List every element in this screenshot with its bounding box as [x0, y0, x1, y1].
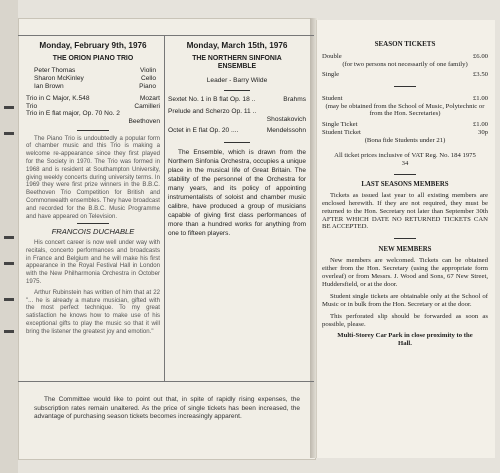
soloist-career: His concert career is now well under way with recitals, concerto performances and broadcasts in France and Belgium and he will make his first appearance in the Royal Festival Hall in London with the New Philharmonia Orchestra in October 1975.	[26, 238, 160, 285]
programme-row: Sextet No. 1 in B flat Op. 18 .. Brahms	[168, 96, 306, 104]
player-row: Sharon McKinley Cello	[34, 75, 156, 82]
player-row: Ian Brown Piano	[34, 82, 156, 90]
new-members-heading: NEW MEMBERS	[378, 246, 432, 254]
concert-february	[26, 41, 160, 335]
vat-note: All ticket prices inclusive of VAT Reg. No. 184 1975 34	[334, 152, 476, 167]
section-rule	[77, 130, 109, 131]
binding-mark	[4, 106, 14, 109]
section-rule	[394, 238, 416, 239]
section-rule	[224, 90, 250, 91]
price-row: Single £3.50	[322, 70, 488, 78]
player-row: Peter Thomas Violin	[34, 67, 156, 75]
bottom-divider	[18, 381, 314, 382]
season-tickets-heading: SEASON TICKETS	[374, 40, 436, 48]
section-rule	[394, 174, 416, 175]
committee-note: The Committee would like to point out that, in spite of rapidly rising expenses, the subscription rates remain unaltered. As the price of single tickets has been increased, the advantage of purchasing season tickets becomes increasingly apparent.	[34, 396, 300, 421]
double-note: (for two persons not necessarily of one family)	[342, 60, 468, 68]
concert-date: Monday, March 15th, 1976	[186, 41, 288, 50]
concert-march	[168, 41, 306, 238]
ensemble-title: THE NORTHERN SINFONIA ENSEMBLE	[192, 55, 282, 71]
section-rule	[77, 223, 109, 224]
price-row: Student Ticket 30p	[322, 129, 488, 137]
binding-mark	[4, 132, 14, 135]
last-season-text: Tickets as issued last year to all existing members are enclosed herewith. If they are not required, they must be returned to the Hon. Secretary not later than September 30th AFTER WHICH DATE NO RETURNED TICKETS CAN BE ACCEPTED.	[322, 191, 488, 231]
trio-description: The Piano Trio is undoubtedly a popular form of chamber music and this Trio is making a welcome re-appearance since they first played for the Society in 1970. The Trio was formed in 1968 and is resident at Southampton University, giving weekly concerts during university terms. In 1969 they were first prize winners in the B.B.C. Beethoven Trio Competition for British and Commonwealth ensembles. They have broadcast and recorded for the B.B.C. Music Programme and have appeared on Television.	[26, 134, 160, 220]
price-row: Student £1.00	[322, 94, 488, 102]
rubinstein-quote: Arthur Rubinstein has written of him that at 22 "... he is already a mature musician, gifted with the most perfect technique. To my great satisfaction he knows how to make use of his exceptional gifts to play the music so that it will bring the listener the greatest joy and emotion."	[26, 288, 160, 335]
binding-mark	[4, 236, 14, 239]
car-park-note: Multi-Storey Car Park in close proximity to the Hall.	[337, 332, 473, 348]
perforated-slip-text: This perforated slip should be forwarded as soon as possible, please.	[322, 312, 488, 328]
soloist-name: FRANCOIS DUCHABLE	[51, 227, 135, 237]
binding-mark	[4, 262, 14, 265]
section-rule	[394, 86, 416, 87]
programme-row: Prelude and Scherzo Op. 11 .. Shostakovich	[168, 108, 306, 123]
binding-mark	[4, 330, 14, 333]
price-row: Double £6.00	[322, 52, 488, 60]
top-divider	[18, 35, 314, 36]
new-members-text: New members are welcomed. Tickets can be obtained either from the Hon. Secretary (using the appropriate form overleaf) or from Messrs. J. Wood and Sons, 67 New Street, Huddersfield, or at the door.	[322, 257, 488, 288]
price-row: Single Ticket £1.00	[322, 121, 488, 129]
section-rule	[224, 142, 250, 143]
ensemble-description: The Ensemble, which is drawn from the Northern Sinfonia Orchestra, occupies a unique place in the musical life of Great Britain. The stability of the personnel of the Orchestra for many years, and its policy of appointing instrumentalists of soloist and chamber music calibre, have produced a group of musicians capable of giving first class performances of more than a hundred works for anything from one to fifteen players.	[168, 148, 306, 237]
programme-row: Trio Camilleri	[26, 102, 160, 110]
ensemble-title: THE ORION PIANO TRIO	[52, 55, 134, 62]
column-divider	[164, 36, 165, 381]
binding-mark	[4, 298, 14, 301]
student-tickets-text: Student single tickets are obtainable only at the School of Music or in bulk from the Hon. Secretary or at the door.	[322, 292, 488, 308]
concert-date: Monday, February 9th, 1976	[39, 41, 147, 50]
programme-row: Trio in E flat major, Op. 70 No. 2 Beethoven	[26, 110, 160, 125]
tickets-panel	[322, 41, 488, 348]
programme-row: Trio in C Major, K.548 Mozart	[26, 95, 160, 103]
bona-fide-note: (Bona fide Students under 21)	[364, 137, 446, 145]
programme-row: Octet in E flat Op. 20 .... Mendelssohn	[168, 127, 306, 135]
last-season-heading: LAST SEASONS MEMBERS	[361, 180, 449, 188]
student-note: (may be obtained from the School of Music, Polytechnic or from the Hon. Secretaries)	[325, 102, 485, 118]
leader-line: Leader - Barry Wilde	[206, 76, 268, 84]
